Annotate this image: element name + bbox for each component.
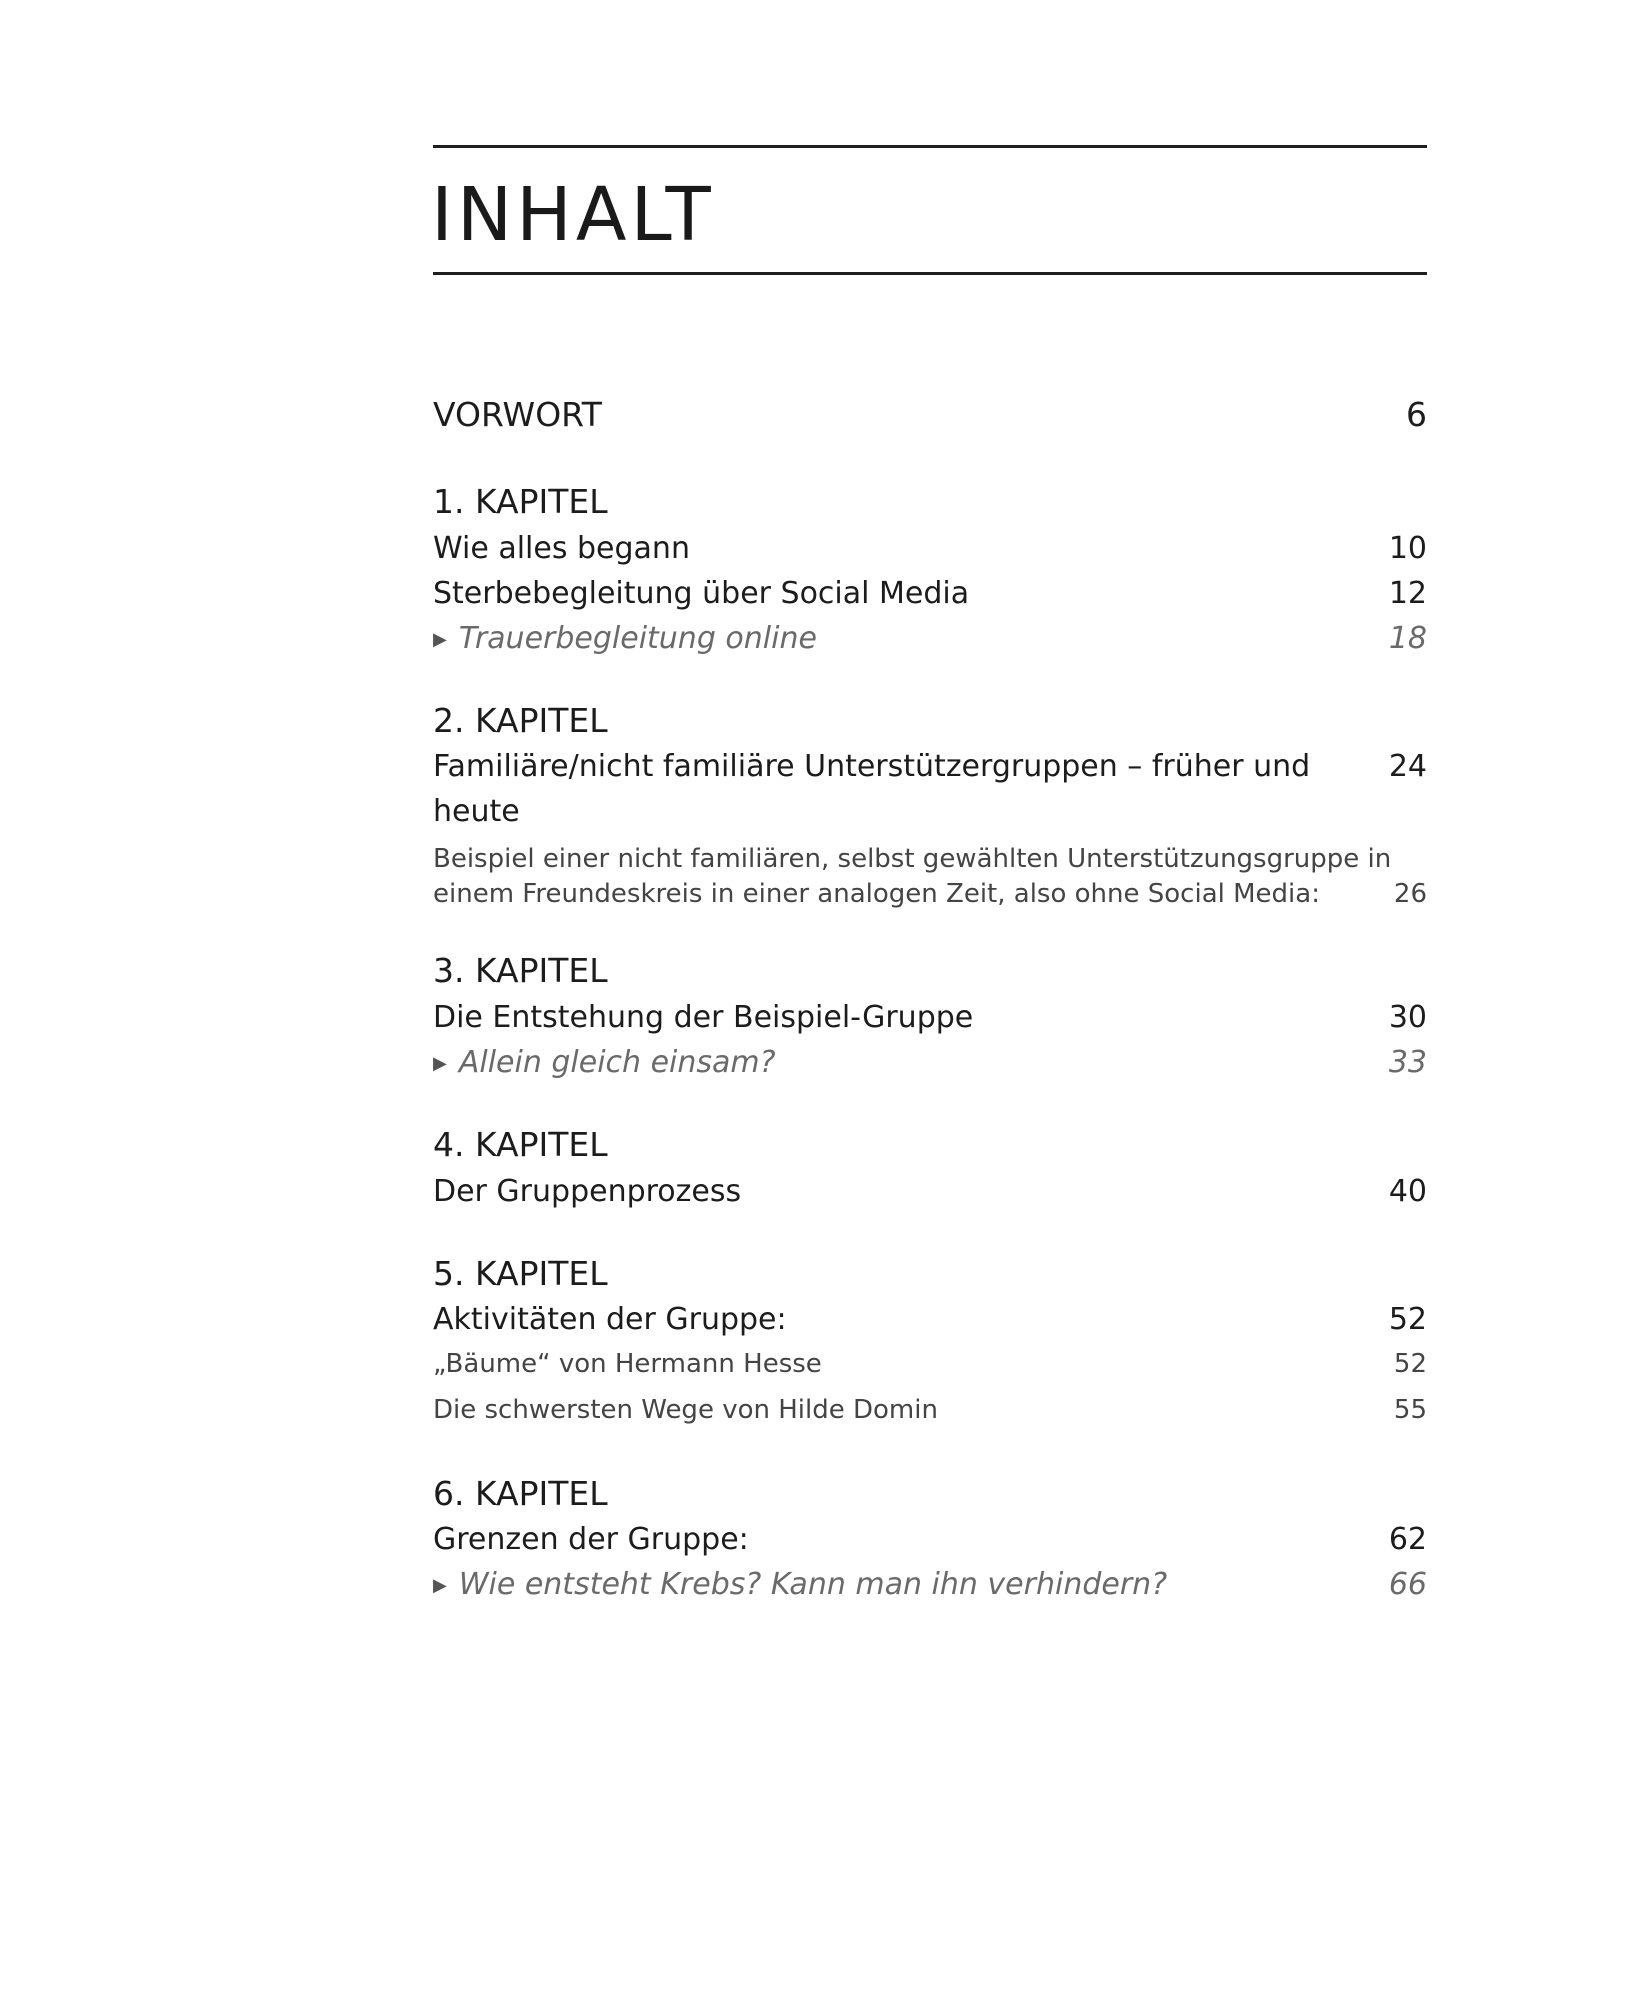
toc-entry-label: Wie alles begann (433, 530, 690, 566)
toc-page-number: 40 (1388, 1173, 1427, 1209)
triangle-right-icon: ▶ (433, 628, 447, 650)
toc-page-number: 66 (1388, 1567, 1427, 1603)
toc-page-number: 26 (1393, 878, 1427, 909)
toc-entry-highlight[interactable] (433, 616, 1427, 661)
toc-page-number: 18 (1388, 620, 1427, 656)
toc-entry-label-wrap (433, 1562, 1389, 1607)
toc-page-number: 33 (1388, 1044, 1427, 1080)
toc-entry-label: Wie entsteht Krebs? Kann man ihn verhindern? (458, 1567, 1168, 1603)
toc-page-number: 24 (1388, 749, 1427, 785)
toc-subentry[interactable] (433, 1342, 1427, 1388)
toc-entry[interactable] (433, 526, 1427, 571)
toc-entry-label-wrap (433, 616, 1389, 661)
triangle-right-icon: ▶ (433, 1052, 447, 1074)
toc-entry-label: Familiäre/nicht familiäre Unterstützergruppen – früher und heute (433, 749, 1311, 830)
toc-page-number: 52 (1393, 1349, 1427, 1380)
toc-page-number: 55 (1393, 1394, 1427, 1425)
toc-subentry-label: „Bäume“ von Hermann Hesse (433, 1349, 822, 1380)
chapter-6 (433, 1474, 1427, 1608)
toc-page-number: 10 (1388, 530, 1427, 566)
chapter-1 (433, 482, 1427, 661)
toc-entry[interactable] (433, 1517, 1427, 1562)
chapter-heading: 4. KAPITEL (433, 1124, 608, 1164)
toc-entry-preface[interactable] (433, 395, 1427, 434)
chapter-4 (433, 1125, 1427, 1214)
chapter-heading: 3. KAPITEL (433, 951, 608, 991)
toc-page (433, 145, 1427, 1647)
toc-page-number: 62 (1388, 1522, 1427, 1558)
toc-entry[interactable] (433, 995, 1427, 1040)
page-title: INHALT (431, 172, 715, 258)
toc-entry-label: Der Gruppenprozess (433, 1173, 742, 1209)
toc-entry-highlight[interactable] (433, 1040, 1427, 1085)
toc-entry-highlight[interactable] (433, 1562, 1427, 1607)
toc-subentry-label: Die schwersten Wege von Hilde Domin (433, 1394, 938, 1425)
toc-page-number: 12 (1388, 575, 1427, 611)
toc-subentry-line-2: einem Freundeskreis in einer analogen Zeit, also ohne Social Media: (433, 878, 1320, 909)
chapter-5 (433, 1254, 1427, 1434)
triangle-right-icon: ▶ (433, 1575, 447, 1597)
chapter-heading: 2. KAPITEL (433, 700, 608, 740)
toc-entry[interactable] (433, 744, 1427, 834)
toc-entry-label: Grenzen der Gruppe: (433, 1522, 749, 1558)
toc-entry[interactable] (433, 1169, 1427, 1214)
toc-page-number: 6 (1406, 395, 1427, 434)
toc-entry-label: Die Entstehung der Beispiel-Gruppe (433, 999, 974, 1035)
toc-entry[interactable] (433, 571, 1427, 616)
toc-subentry[interactable] (433, 834, 1427, 911)
chapter-2 (433, 701, 1427, 912)
toc-entry-label-wrap (433, 1040, 1389, 1085)
toc-page-number: 52 (1388, 1302, 1427, 1338)
chapter-heading: 5. KAPITEL (433, 1253, 608, 1293)
toc-entry-label: Allein gleich einsam? (458, 1044, 776, 1080)
toc-entry-label: Trauerbegleitung online (458, 620, 817, 656)
title-rule (433, 272, 1427, 275)
toc-entry-label: VORWORT (433, 395, 602, 434)
toc-page-number: 30 (1388, 999, 1427, 1035)
toc-subentry[interactable] (433, 1388, 1427, 1434)
toc-entry-label: Aktivitäten der Gruppe: (433, 1302, 787, 1338)
toc-entry[interactable] (433, 1297, 1427, 1342)
chapter-heading: 1. KAPITEL (433, 482, 608, 521)
table-of-contents (433, 395, 1427, 1607)
toc-entry-label: Sterbebegleitung über Social Media (433, 575, 970, 611)
chapter-3 (433, 951, 1427, 1085)
chapter-heading: 6. KAPITEL (433, 1473, 608, 1513)
toc-subentry-line-1: Beispiel einer nicht familiären, selbst gewählten Unterstützungsgruppe in (433, 844, 1392, 875)
